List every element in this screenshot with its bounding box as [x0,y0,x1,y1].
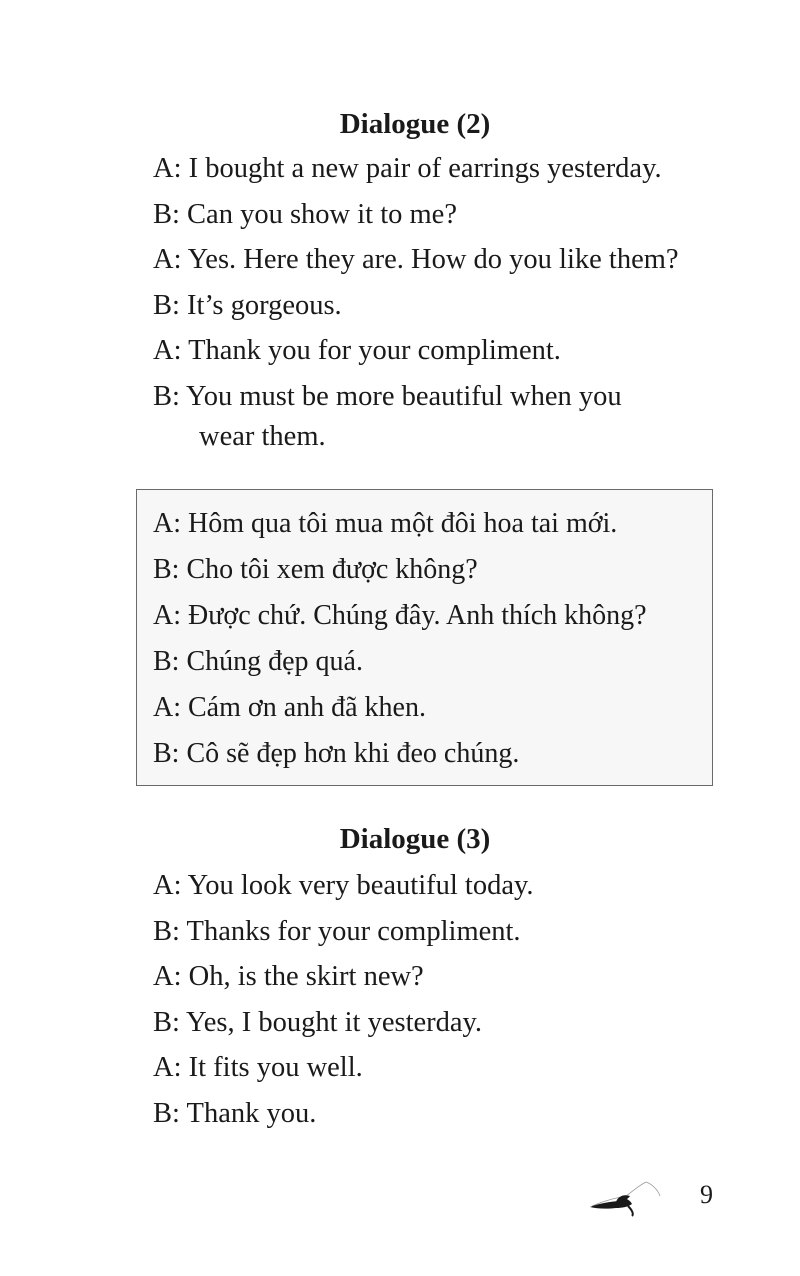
dialogue-3-line: B: Thanks for your compliment. [153,915,521,947]
dialogue-3-line: B: Thank you. [153,1097,317,1129]
translation-line: A: Cám ơn anh đã khen. [153,692,426,723]
dialogue-3-lines [153,863,534,1136]
translation-line: A: Hôm qua tôi mua một đôi hoa tai mới. [153,508,618,539]
dialogue-3-line: A: You look very beautiful today. [153,870,534,901]
dialogue-2-line-continuation: wear them. [199,421,326,452]
dialogue-2-lines [153,146,679,455]
dialogue-3-line: A: Oh, is the skirt new? [153,961,424,992]
dialogue-2-line: A: Thank you for your compliment. [153,335,561,366]
dialogue-3-line: B: Yes, I bought it yesterday. [153,1006,483,1038]
dialogue-2-line: B: Can you show it to me? [153,198,457,230]
page-number: 9 [700,1180,713,1209]
dialogue-2-line: B: It’s gorgeous. [153,289,342,321]
translation-2-lines [153,501,647,777]
bird-ornament-icon [588,1176,668,1218]
translation-line: B: Chúng đẹp quá. [153,646,363,677]
dialogue-3-title: Dialogue (3) [339,823,491,855]
dialogue-2-line: A: Yes. Here they are. How do you like them? [153,244,679,275]
translation-line: B: Cô sẽ đẹp hơn khi đeo chúng. [153,738,520,769]
translation-line: B: Cho tôi xem được không? [153,554,478,585]
translation-line: A: Được chứ. Chúng đây. Anh thích không? [153,600,647,631]
dialogue-2-line: B: You must be more beautiful when you [153,380,622,412]
dialogue-2-title: Dialogue (2) [339,108,491,140]
dialogue-2-line: A: I bought a new pair of earrings yesterday. [153,153,662,184]
dialogue-3-line: A: It fits you well. [153,1052,363,1083]
